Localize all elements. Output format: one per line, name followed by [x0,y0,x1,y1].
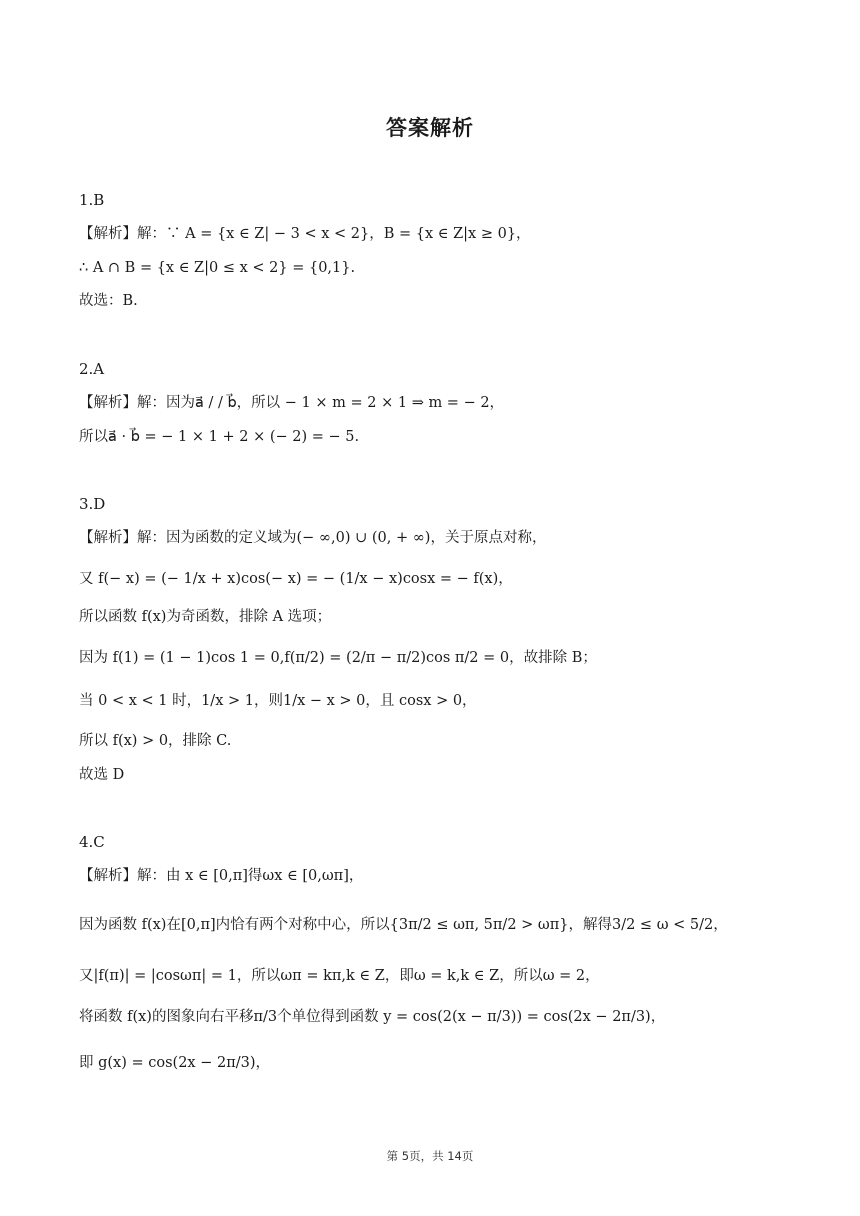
q2-line-1: 【解析】解：因为a⃗ / / b⃗，所以 − 1 × m = 2 × 1 ⇒ m = − 2， [79,395,505,411]
question-2-answer: 2.A [79,360,105,378]
q4-line-4: 将函数 f(x)的图象向右平移π/3个单位得到函数 y = cos(2(x − π/3)) = cos(2x − 2π/3)， [79,1009,666,1025]
q3-line-1: 【解析】解：因为函数的定义域为(− ∞,0) ∪ (0, + ∞)，关于原点对称， [79,530,547,546]
q3-line-2: 又 f(− x) = (− 1/x + x)cos(− x) = − (1/x − x)cosx = − f(x)， [79,571,513,587]
q1-line-3: 故选：B. [79,293,138,309]
q4-line-1: 【解析】解：由 x ∈ [0,π]得ωx ∈ [0,ωπ]， [79,868,364,884]
q3-line-3: 所以函数 f(x)为奇函数，排除 A 选项； [79,609,332,625]
page-title: 答案解析 [386,116,474,140]
q4-line-2: 因为函数 f(x)在[0,π]内恰有两个对称中心，所以{3π/2 ≤ ωπ, 5π/2 > ωπ}，解得3/2 ≤ ω < 5/2， [79,917,728,933]
q3-line-4: 因为 f(1) = (1 − 1)cos 1 = 0,f(π/2) = (2/π − π/2)cos π/2 = 0，故排除 B； [79,650,597,666]
q2-line-2: 所以a⃗ · b⃗ = − 1 × 1 + 2 × (− 2) = − 5. [79,429,360,445]
q3-line-6: 所以 f(x) > 0，排除 C. [79,733,232,749]
q1-line-2: ∴ A ∩ B = {x ∈ Z|0 ≤ x < 2} = {0,1}. [79,260,356,276]
q3-line-7: 故选 D [79,767,125,783]
q3-line-5: 当 0 < x < 1 时，1/x > 1，则1/x − x > 0，且 cosx > 0， [79,693,477,709]
question-4-answer: 4.C [79,833,105,851]
q1-line-1: 【解析】解：∵ A = {x ∈ Z| − 3 < x < 2}，B = {x ∈ Z|x ≥ 0}， [79,226,531,242]
page-footer: 第 5页，共 14页 [386,1149,474,1163]
q4-line-3: 又|f(π)| = |cosωπ| = 1，所以ωπ = kπ,k ∈ Z，即ω = k,k ∈ Z，所以ω = 2， [79,968,600,984]
question-1-answer: 1.B [79,191,105,209]
question-3-answer: 3.D [79,495,106,513]
q4-line-5: 即 g(x) = cos(2x − 2π/3)， [79,1055,270,1071]
